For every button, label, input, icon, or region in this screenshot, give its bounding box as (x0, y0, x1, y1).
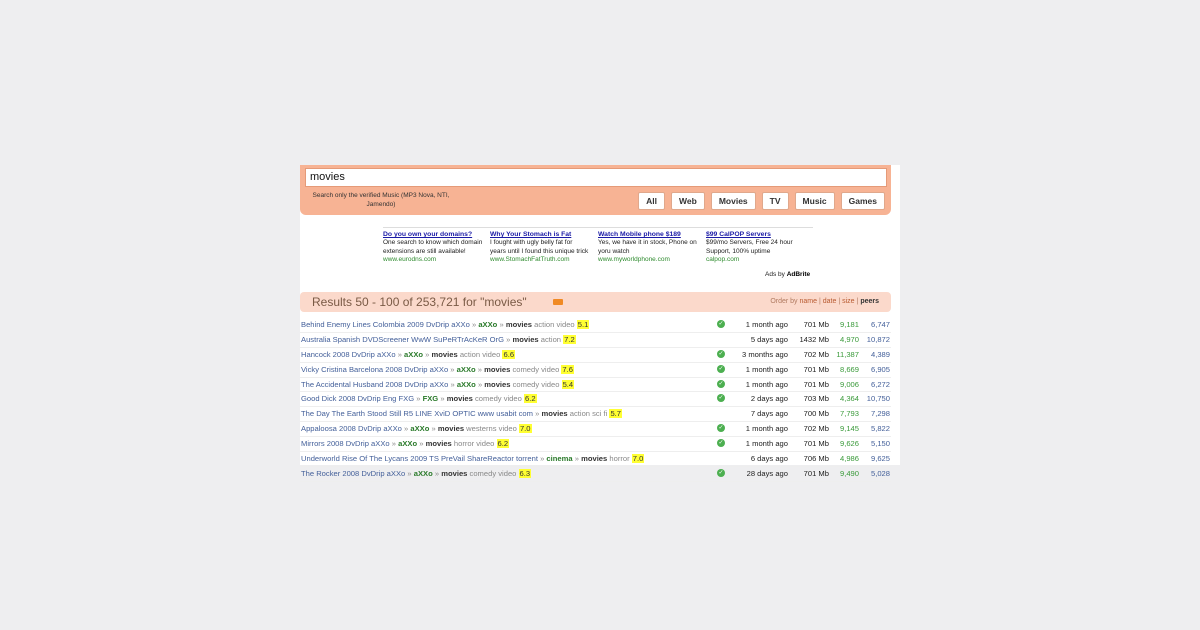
ad-url[interactable]: calpop.com (706, 255, 740, 263)
size-cell: 700 Mb (803, 409, 829, 419)
table-row[interactable] (300, 392, 891, 407)
category-link[interactable]: movies (512, 334, 539, 344)
screenshot-frame (300, 165, 900, 478)
tags-text: action (540, 334, 562, 344)
seeds-cell: 9,006 (839, 379, 859, 389)
category-link[interactable]: movies (441, 468, 468, 478)
breadcrumb-separator: » (391, 439, 396, 449)
seeds-cell: 4,986 (839, 454, 859, 464)
category-games-button[interactable]: Games (841, 192, 885, 210)
rating-badge: 6.6 (503, 349, 515, 359)
size-cell: 703 Mb (803, 394, 829, 404)
category-link[interactable]: movies (437, 424, 465, 434)
size-cell: 1432 Mb (799, 334, 829, 344)
ads-by-prefix: Ads by (765, 271, 785, 278)
ad-title-link[interactable]: Watch Mobile phone $189 (598, 231, 681, 238)
order-by-peers-current[interactable]: peers (860, 298, 879, 305)
age-cell: 28 days ago (746, 468, 788, 478)
ad-item (490, 231, 590, 264)
age-cell: 3 months ago (741, 349, 788, 359)
peers-cell: 6,747 (870, 320, 890, 329)
breadcrumb-separator: » (477, 379, 483, 389)
tags-text: comedy video (512, 364, 560, 374)
breadcrumb-separator: » (477, 364, 483, 374)
order-by-size-link[interactable]: size (842, 298, 855, 305)
size-cell: 701 Mb (803, 320, 829, 329)
rating-badge: 6.2 (524, 394, 536, 404)
results-table (300, 318, 891, 482)
breadcrumb-separator: » (540, 454, 545, 464)
breadcrumb-separator: » (404, 424, 409, 434)
peers-cell: 6,272 (870, 379, 890, 389)
verified-check-icon: ✓ (718, 469, 724, 476)
rating-badge: 6.3 (519, 468, 531, 478)
size-cell: 701 Mb (803, 468, 829, 478)
rss-icon[interactable] (553, 299, 563, 305)
ads-by-name: AdBrite (786, 271, 811, 278)
verified-check-icon: ✓ (718, 380, 724, 387)
ad-item (706, 231, 806, 264)
rating-badge: 5.1 (577, 320, 589, 329)
seeds-cell: 4,364 (839, 394, 859, 404)
ad-url[interactable]: www.myworldphone.com (598, 255, 670, 263)
breadcrumb-separator: » (450, 364, 455, 374)
torrent-title-link[interactable]: The Rocker 2008 DvDrip aXXo (301, 468, 406, 478)
torrent-title-link[interactable]: The Day The Earth Stood Still R5 LINE XviD OPTIC www usabit com (301, 409, 533, 419)
size-cell: 702 Mb (803, 424, 829, 434)
order-by-separator: | (818, 298, 821, 305)
table-row[interactable] (300, 333, 891, 348)
peers-cell: 10,750 (866, 394, 890, 404)
torrent-title-cell (301, 318, 589, 331)
category-tv-button[interactable]: TV (762, 192, 789, 210)
uploader-link[interactable]: aXXo (478, 320, 498, 329)
torrent-title-cell (301, 437, 509, 450)
category-movies-button[interactable]: Movies (711, 192, 756, 210)
ad-title-link[interactable]: Why Your Stomach is Fat (490, 231, 572, 238)
order-by-separator: | (838, 298, 841, 305)
uploader-link[interactable]: aXXo (404, 349, 424, 359)
torrent-title-link[interactable]: Good Dick 2008 DvDrip Eng FXG (301, 394, 415, 404)
ads-by-label[interactable] (765, 271, 810, 278)
breadcrumb-separator: » (574, 454, 579, 464)
ad-item (383, 231, 483, 264)
breadcrumb-separator: » (431, 424, 436, 434)
tags-text: comedy video (475, 394, 522, 404)
age-cell: 7 days ago (750, 409, 788, 419)
peers-cell: 5,028 (870, 468, 890, 478)
rating-badge: 7.0 (519, 424, 531, 434)
table-row[interactable] (300, 467, 891, 482)
seeds-cell: 8,669 (839, 364, 859, 374)
results-header (300, 292, 891, 312)
uploader-link[interactable]: aXXo (410, 424, 430, 434)
torrent-title-link[interactable]: Behind Enemy Lines Colombia 2009 DvDrip aXXo (301, 320, 470, 329)
ad-body: Yes, we have it in stock, Phone on yoru watch (598, 239, 697, 255)
category-link[interactable]: movies (541, 409, 568, 419)
category-link[interactable]: movies (581, 454, 608, 464)
torrent-title-cell (301, 378, 574, 391)
seeds-cell: 9,490 (839, 468, 859, 478)
torrent-title-cell (301, 467, 531, 480)
age-cell: 6 days ago (750, 454, 788, 464)
seeds-cell: 9,181 (839, 320, 859, 329)
age-cell: 2 days ago (750, 394, 788, 404)
age-cell: 1 month ago (745, 424, 788, 434)
peers-cell: 7,298 (870, 409, 890, 419)
seeds-cell: 9,145 (839, 424, 859, 434)
seeds-cell: 11,387 (836, 349, 859, 359)
breadcrumb-separator: » (425, 349, 430, 359)
seeds-cell: 4,970 (839, 334, 859, 344)
peers-cell: 6,905 (870, 364, 890, 374)
size-cell: 701 Mb (803, 364, 829, 374)
verified-search-note[interactable]: Search only the verified Music (MP3 Nova, NTI, Jamendo) (312, 192, 450, 208)
torrent-title-link[interactable]: Hancock 2008 DvDrip aXXo (301, 349, 396, 359)
torrent-title-link[interactable]: Appaloosa 2008 DvDrip aXXo (301, 424, 402, 434)
tags-text: westerns video (466, 424, 517, 434)
breadcrumb-separator: » (440, 394, 445, 404)
category-all-button[interactable]: All (638, 192, 665, 210)
verified-check-icon: ✓ (718, 395, 724, 402)
category-link[interactable]: movies (484, 364, 511, 374)
ad-title-link[interactable]: Do you own your domains? (383, 231, 473, 238)
seeds-cell: 9,626 (839, 439, 859, 449)
uploader-link[interactable]: aXXo (456, 364, 476, 374)
torrent-title-cell (301, 333, 576, 346)
tags-text: action video (459, 349, 501, 359)
torrent-title-cell (301, 392, 537, 405)
torrent-title-link[interactable]: Mirrors 2008 DvDrip aXXo (301, 439, 390, 449)
breadcrumb-separator: » (419, 439, 424, 449)
breadcrumb-separator: » (397, 349, 402, 359)
uploader-link[interactable]: aXXo (398, 439, 418, 449)
age-cell: 1 month ago (745, 379, 788, 389)
category-link[interactable]: movies (446, 394, 473, 404)
breadcrumb-separator: » (499, 320, 504, 329)
peers-cell: 4,389 (870, 349, 890, 359)
ad-item (598, 231, 698, 264)
size-cell: 701 Mb (803, 439, 829, 449)
uploader-link[interactable]: cinema (546, 454, 573, 464)
category-web-button[interactable]: Web (671, 192, 705, 210)
order-by-date-link[interactable]: date (822, 298, 837, 305)
table-row[interactable] (300, 378, 891, 393)
search-bar (300, 165, 891, 215)
ad-body: I fought with ugly belly fat for years until I found this unique trick (490, 239, 589, 255)
seeds-cell: 7,793 (839, 409, 859, 419)
tags-text: horror (609, 454, 630, 464)
rating-badge: 5.7 (610, 409, 622, 419)
breadcrumb-separator: » (535, 409, 540, 419)
table-row[interactable] (300, 437, 891, 452)
peers-cell: 10,872 (866, 334, 890, 344)
category-buttons (638, 192, 885, 210)
uploader-link[interactable]: aXXo (413, 468, 433, 478)
torrent-title-link[interactable]: Vicky Cristina Barcelona 2008 DvDrip aXXo (301, 364, 449, 374)
breadcrumb-separator: » (434, 468, 440, 478)
peers-cell: 5,150 (870, 439, 890, 449)
tags-text: action video (534, 320, 575, 329)
uploader-link[interactable]: aXXo (456, 379, 476, 389)
size-cell: 701 Mb (803, 379, 829, 389)
rating-badge: 5.4 (562, 379, 574, 389)
tags-text: horror video (453, 439, 495, 449)
tags-text: action sci fi (569, 409, 608, 419)
table-row[interactable] (300, 452, 891, 467)
size-cell: 706 Mb (803, 454, 829, 464)
age-cell: 1 month ago (745, 320, 788, 329)
table-row[interactable] (300, 348, 891, 363)
torrent-title-cell (301, 407, 622, 420)
table-row[interactable] (300, 422, 891, 437)
search-input[interactable] (305, 168, 887, 187)
verified-check-icon: ✓ (718, 425, 724, 432)
torrent-title-cell (301, 348, 515, 361)
ad-url[interactable]: www.StomachFatTruth.com (490, 255, 570, 263)
ad-title-link[interactable]: $99 CalPOP Servers (706, 231, 771, 238)
torrent-title-cell (301, 422, 532, 435)
size-cell: 702 Mb (803, 349, 829, 359)
table-row[interactable] (300, 407, 891, 422)
peers-cell: 5,822 (870, 424, 890, 434)
torrent-title-link[interactable]: Australia Spanish DVDScreener WwW SuPeRTrAcKeR OrG (301, 334, 504, 344)
results-title: Results 50 - 100 of 253,721 for "movies" (312, 295, 527, 309)
order-by (770, 298, 879, 305)
category-link[interactable]: movies (425, 439, 452, 449)
breadcrumb-separator: » (416, 394, 421, 404)
ad-body: One search to know which domain extensions are still available! (383, 239, 483, 255)
torrent-title-cell (301, 363, 574, 376)
breadcrumb-separator: » (506, 334, 511, 344)
ad-body: $99/mo Servers, Free 24 hour Support, 100% uptime (706, 239, 793, 255)
verified-check-icon: ✓ (718, 350, 724, 357)
ad-block (383, 227, 813, 288)
category-music-button[interactable]: Music (795, 192, 835, 210)
age-cell: 5 days ago (750, 334, 788, 344)
category-link[interactable]: movies (431, 349, 458, 359)
breadcrumb-separator: » (471, 320, 477, 329)
verified-check-icon: ✓ (718, 440, 724, 447)
order-by-separator: | (856, 298, 859, 305)
verified-check-icon: ✓ (718, 321, 724, 327)
torrent-title-cell (301, 452, 644, 465)
breadcrumb-separator: » (407, 468, 412, 478)
peers-cell: 9,625 (870, 454, 890, 464)
rating-badge: 7.0 (632, 454, 644, 464)
order-by-label: Order by (770, 298, 798, 305)
category-link[interactable]: movies (505, 320, 532, 329)
rating-badge: 7.2 (564, 334, 575, 344)
table-row[interactable] (300, 318, 891, 333)
verified-check-icon: ✓ (718, 365, 724, 372)
tags-text: comedy video (512, 379, 560, 389)
ad-url[interactable]: www.eurodns.com (383, 255, 437, 263)
breadcrumb-separator: » (450, 379, 455, 389)
torrent-title-link[interactable]: The Accidental Husband 2008 DvDrip aXXo (301, 379, 449, 389)
uploader-link[interactable]: FXG (422, 394, 439, 404)
tags-text: comedy video (469, 468, 517, 478)
order-by-name-link[interactable]: name (799, 298, 818, 305)
rating-badge: 7.6 (562, 364, 573, 374)
torrent-title-link[interactable]: Underworld Rise Of The Lycans 2009 TS PreVail ShareReactor torrent (301, 454, 538, 464)
table-row[interactable] (300, 363, 891, 378)
age-cell: 1 month ago (745, 364, 788, 374)
age-cell: 1 month ago (745, 439, 788, 449)
rating-badge: 6.2 (497, 439, 509, 449)
category-link[interactable]: movies (484, 379, 511, 389)
